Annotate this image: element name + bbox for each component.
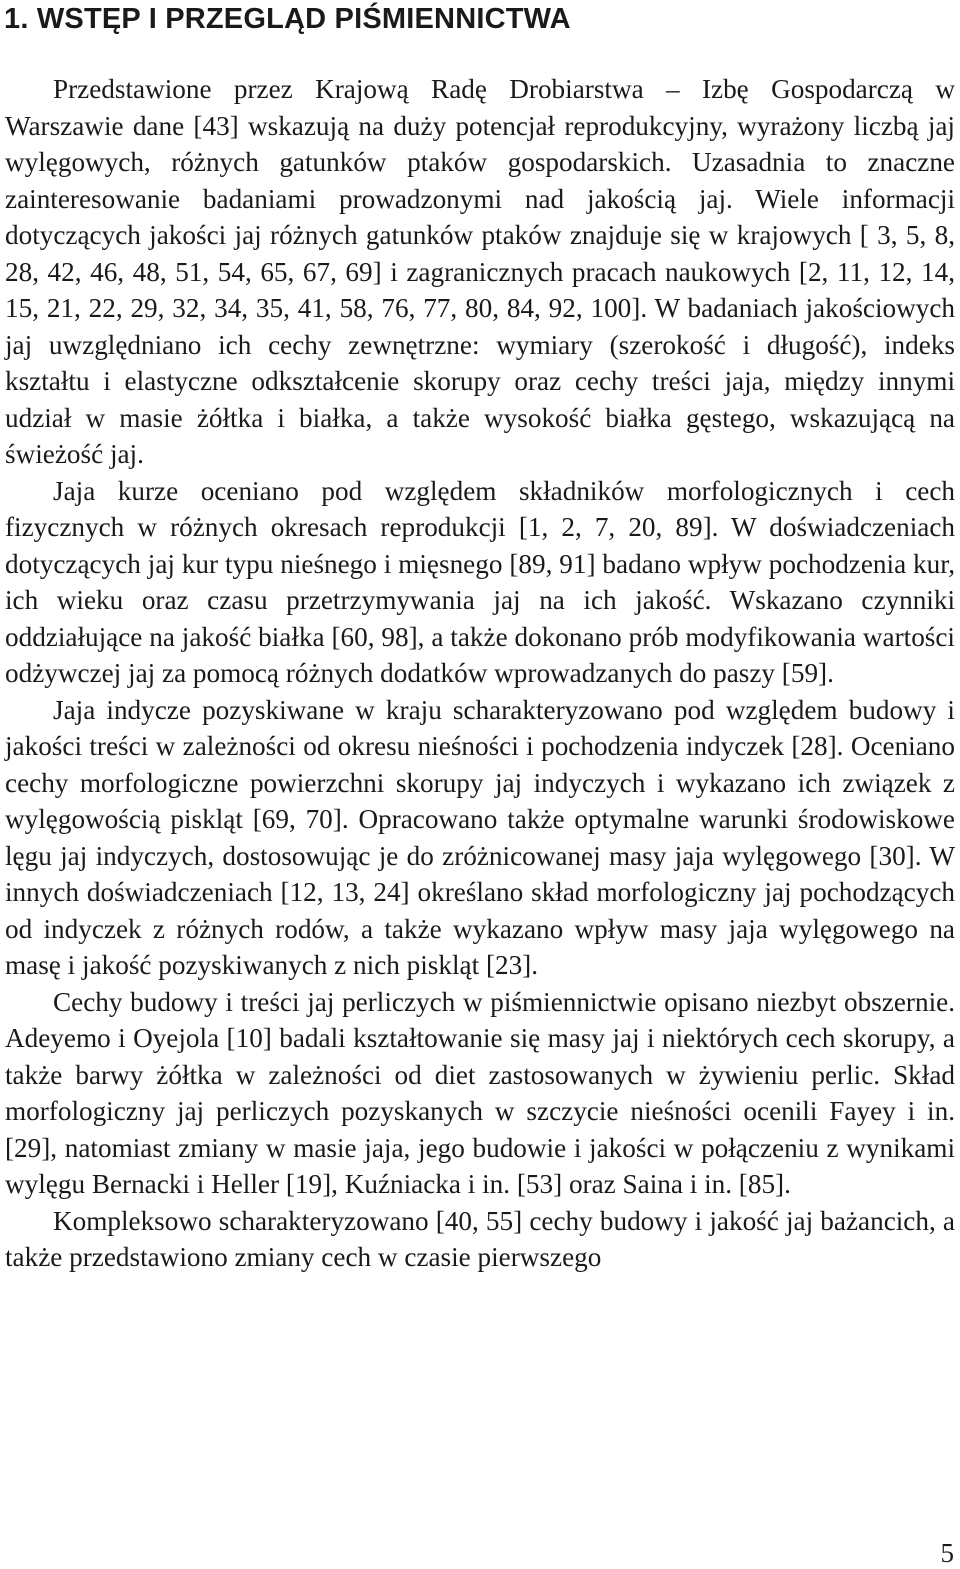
- body-text: [5, 71, 955, 1276]
- section-heading: 1. WSTĘP I PRZEGLĄD PIŚMIENNICTWA: [4, 3, 571, 35]
- paragraph-pheasant-eggs: Kompleksowo scharakteryzowano [40, 55] cechy budowy i jakość jaj bażancich, a także przedstawiono zmiany cech w czasie pierwszego: [5, 1205, 955, 1272]
- paragraph-intro: Przedstawione przez Krajową Radę Drobiarstwa – Izbę Gospodarczą w Warszawie dane [43] wskazują na duży potencjał reprodukcyjny, wyrażony liczbą jaj wylęgowych, różnych gatunków ptaków gospodarskich. Uzasadnia to znaczne zainteresowanie badaniami prowadzonymi nad jakością jaj. Wiele informacji dotyczących jakości jaj różnych gatunków ptaków znajduje się w krajowych [ 3, 5, 8, 28, 42, 46, 48, 51, 54, 65, 67, 69] i zagranicznych pracach naukowych [2, 11, 12, 14, 15, 21, 22, 29, 32, 34, 35, 41, 58, 76, 77, 80, 84, 92, 100]. W badaniach jakościowych jaj uwzględniano ich cechy zewnętrzne: wymiary (szerokość i długość), indeks kształtu i elastyczne odkształcenie skorupy oraz cechy treści jaja, między innymi udział w masie żółtka i białka, a także wysokość białka gęstego, wskazującą na świeżość jaj.: [5, 74, 955, 469]
- paragraph-guinea-fowl-eggs: Cechy budowy i treści jaj perliczych w piśmiennictwie opisano niezbyt obszernie. Adeyemo i Oyejola [10] badali kształtowanie się masy jaj i niektórych cech skorupy, a także barwy żółtka w zależności od diet zastosowanych w żywieniu perlic. Skład morfologiczny jaj perliczych pozyskanych w szczycie nieśności ocenili Fayey i in. [29], natomiast zmiany w masie jaja, jego budowie i jakości w połączeniu z wynikami wylęgu Bernacki i Heller [19], Kuźniacka i in. [53] oraz Saina i in. [85].: [5, 986, 955, 1199]
- paragraph-hen-eggs: Jaja kurze oceniano pod względem składników morfologicznych i cech fizycznych w różnych okresach reprodukcji [1, 2, 7, 20, 89]. W doświadczeniach dotyczących jaj kur typu nieśnego i mięsnego [89, 91] badano wpływ pochodzenia kur, ich wieku oraz czasu przetrzymywania jaj na ich jakość. Wskazano czynniki oddziałujące na jakość białka [60, 98], a także dokonano prób modyfikowania wartości odżywczej jaj za pomocą różnych dodatków wprowadzanych do paszy [59].: [5, 475, 955, 688]
- page-number: 5: [940, 1538, 954, 1568]
- paragraph-turkey-eggs: Jaja indycze pozyskiwane w kraju scharakteryzowano pod względem budowy i jakości treści w zależności od okresu nieśności i pochodzenia indyczek [28]. Oceniano cechy morfologiczne powierzchni skorupy jaj indyczych i wykazano ich związek z wylęgowością piskląt [69, 70]. Opracowano także optymalne warunki środowiskowe lęgu jaj indyczych, dostosowując je do zróżnicowanej masy jaja wylęgowego [30]. W innych doświadczeniach [12, 13, 24] określano skład morfologiczny jaj pochodzących od indyczek z różnych rodów, a także wykazano wpływ masy jaja wylęgowego na masę i jakość pozyskiwanych z nich piskląt [23].: [5, 694, 955, 980]
